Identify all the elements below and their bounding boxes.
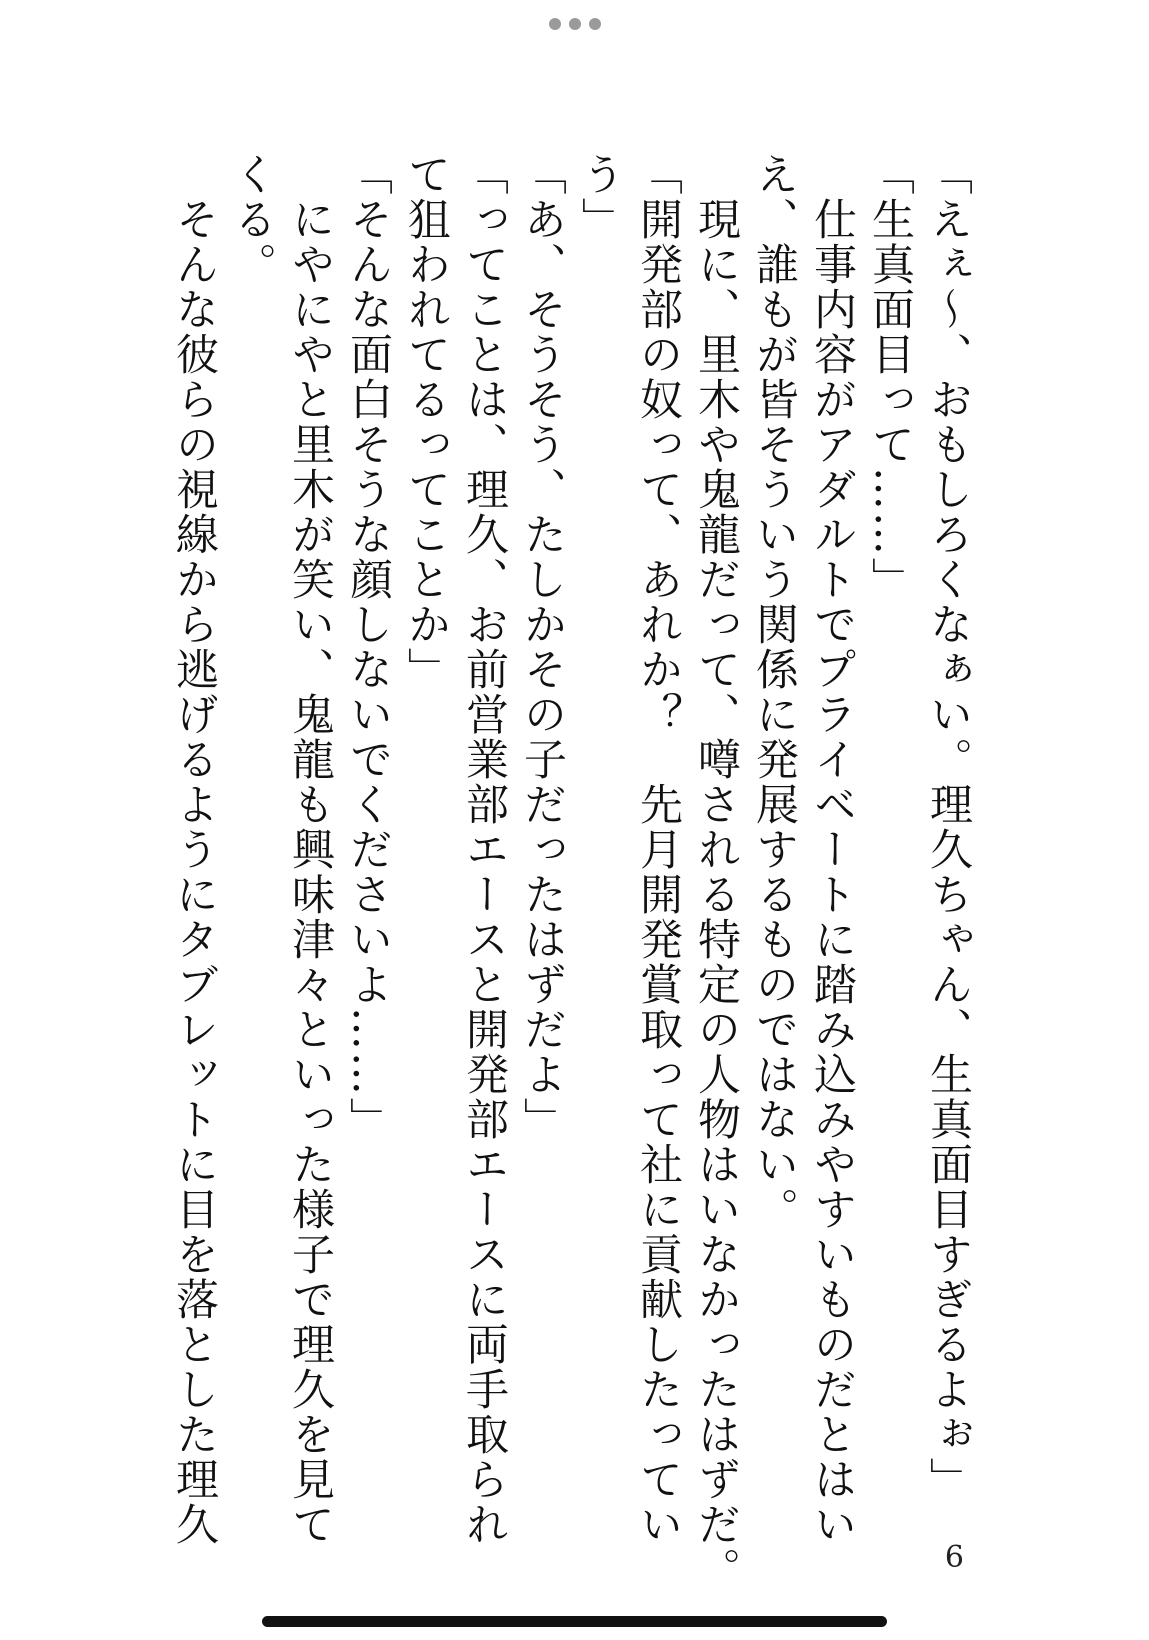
text-line: う」: [575, 152, 625, 242]
text-line: にやにやと里木が笑い、鬼龍も興味津々といった様子で理久を見て: [285, 152, 335, 1547]
home-indicator[interactable]: [262, 1616, 887, 1627]
text-line: 「えぇ〜、おもしろくなぁい。理久ちゃん、生真面目すぎるよぉ」: [923, 152, 973, 1502]
dot: [569, 18, 581, 30]
text-line: そんな彼らの視線から逃げるようにタブレットに目を落とした理久: [169, 152, 219, 1547]
text-line: 「生真面目って……」: [865, 152, 915, 602]
dot: [549, 18, 561, 30]
text-line: くる。: [227, 152, 277, 287]
page-number: 6: [944, 1540, 964, 1575]
text-line: て狙われてるってことか」: [401, 152, 451, 692]
text-line: 現に、里木や鬼龍だって、噂される特定の人物はいなかったはずだ。: [691, 152, 741, 1592]
page-body-text[interactable]: [165, 152, 977, 1592]
text-line: 「開発部の奴って、あれか？ 先月開発賞取って社に貢献したってい: [633, 152, 683, 1547]
text-line: 「そんな面白そうな顔しないでくださいよ……」: [343, 152, 393, 1142]
more-horizontal-icon[interactable]: [549, 16, 601, 32]
dot: [589, 18, 601, 30]
text-line: 「ってことは、理久、お前営業部エースと開発部エースに両手取られ: [459, 152, 509, 1547]
text-line: 「あ、そうそう、たしかその子だったはずだよ」: [517, 152, 567, 1142]
text-line: 仕事内容がアダルトでプライベートに踏み込みやすいものだとはい: [807, 152, 857, 1547]
text-line: え、誰もが皆そういう関係に発展するものではない。: [749, 152, 799, 1232]
